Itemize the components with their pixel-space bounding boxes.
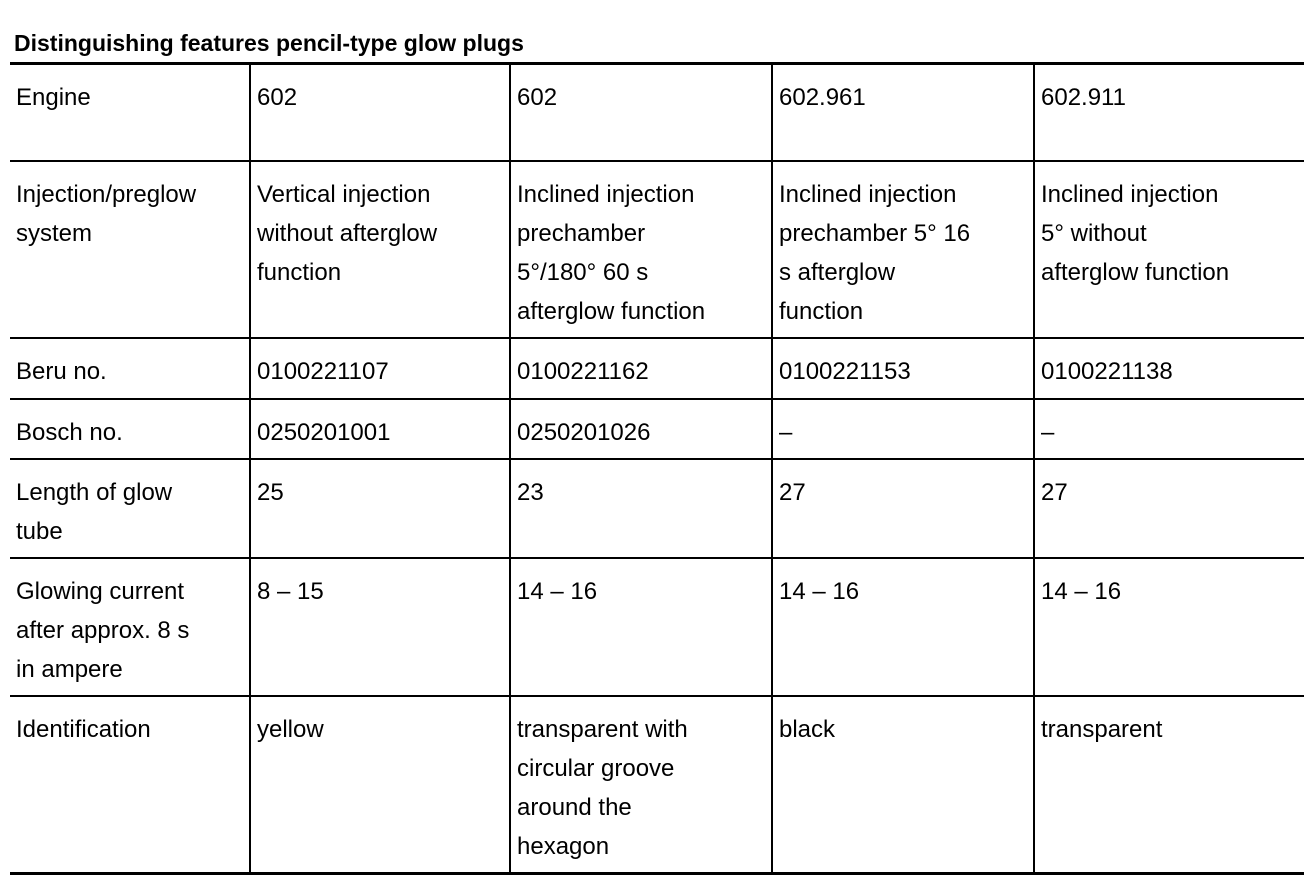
cell-text: 0250201026 (517, 418, 651, 446)
cell-text: 27 (779, 478, 806, 506)
cell-text: 602 (517, 84, 558, 111)
row-label (10, 161, 250, 338)
row-label-text: Bosch no. (16, 418, 123, 446)
table-cell (250, 161, 510, 338)
table-cell (510, 696, 772, 874)
table-cell (1034, 399, 1304, 459)
table-row-engine (10, 64, 1304, 161)
cell-text: Inclined injection prechamber 5°/180° 60 s afterglow function (517, 180, 706, 325)
table-cell (1034, 696, 1304, 874)
row-label (10, 338, 250, 399)
row-label (10, 696, 250, 874)
cell-text: – (779, 418, 793, 446)
table-row-bosch-no (10, 399, 1304, 459)
row-label (10, 459, 250, 558)
cell-text: 602 (257, 84, 298, 111)
cell-text: transparent with circular groove around the hexagon (517, 715, 688, 860)
table-cell (250, 696, 510, 874)
cell-text: 0100221162 (517, 357, 649, 385)
table-cell (510, 399, 772, 459)
table-row-glow-tube-length (10, 459, 1304, 558)
row-label-text: Identification (16, 715, 151, 743)
row-label-text: Length of glow tube (16, 478, 173, 545)
cell-text: 8 – 15 (257, 577, 324, 605)
table-cell (510, 459, 772, 558)
row-label (10, 64, 250, 161)
table-cell (1034, 64, 1304, 161)
table-row-identification (10, 696, 1304, 874)
cell-text: Inclined injection 5° without afterglow function (1041, 180, 1230, 286)
table-cell (772, 459, 1034, 558)
table-cell (1034, 558, 1304, 696)
table-cell (250, 338, 510, 399)
cell-text: 14 – 16 (779, 577, 860, 605)
table-cell (772, 338, 1034, 399)
row-label-text: Glowing current after approx. 8 s in ampere (16, 577, 190, 683)
cell-text: 602.911 (1041, 84, 1126, 111)
table-cell (250, 459, 510, 558)
table-cell (510, 161, 772, 338)
document-title: Distinguishing features pencil-type glow plugs (14, 30, 524, 56)
cell-text: 14 – 16 (517, 577, 598, 605)
cell-text: – (1041, 418, 1055, 446)
cell-text: 0100221153 (779, 357, 911, 385)
cell-text: 0100221107 (257, 357, 389, 385)
cell-text: 0250201001 (257, 418, 391, 446)
glow-plug-features-table (10, 62, 1304, 875)
table-cell (1034, 161, 1304, 338)
row-label-text: Engine (16, 84, 91, 111)
cell-text: 0100221138 (1041, 357, 1173, 385)
table-cell (772, 696, 1034, 874)
table-cell (250, 558, 510, 696)
table-cell (510, 64, 772, 161)
row-label-text: Beru no. (16, 357, 107, 385)
table-row-glowing-current (10, 558, 1304, 696)
cell-text: Inclined injection prechamber 5° 16 s afterglow function (779, 180, 971, 325)
row-label-text: Injection/preglow system (16, 180, 197, 247)
cell-text: black (779, 715, 836, 743)
cell-text: transparent (1041, 715, 1163, 743)
table-cell (250, 64, 510, 161)
row-label (10, 558, 250, 696)
cell-text: 23 (517, 478, 544, 506)
cell-text: 602.961 (779, 84, 866, 111)
cell-text: 27 (1041, 478, 1068, 506)
cell-text: 14 – 16 (1041, 577, 1122, 605)
table-cell (772, 558, 1034, 696)
table-cell (772, 399, 1034, 459)
table-row-injection-system (10, 161, 1304, 338)
row-label (10, 399, 250, 459)
cell-text: yellow (257, 715, 324, 743)
table-cell (510, 338, 772, 399)
table-cell (772, 64, 1034, 161)
table-row-beru-no (10, 338, 1304, 399)
table-cell (1034, 338, 1304, 399)
cell-text: Vertical injection without afterglow function (257, 180, 438, 286)
table-cell (772, 161, 1034, 338)
cell-text: 25 (257, 478, 284, 506)
table-cell (1034, 459, 1304, 558)
table-cell (510, 558, 772, 696)
table-cell (250, 399, 510, 459)
